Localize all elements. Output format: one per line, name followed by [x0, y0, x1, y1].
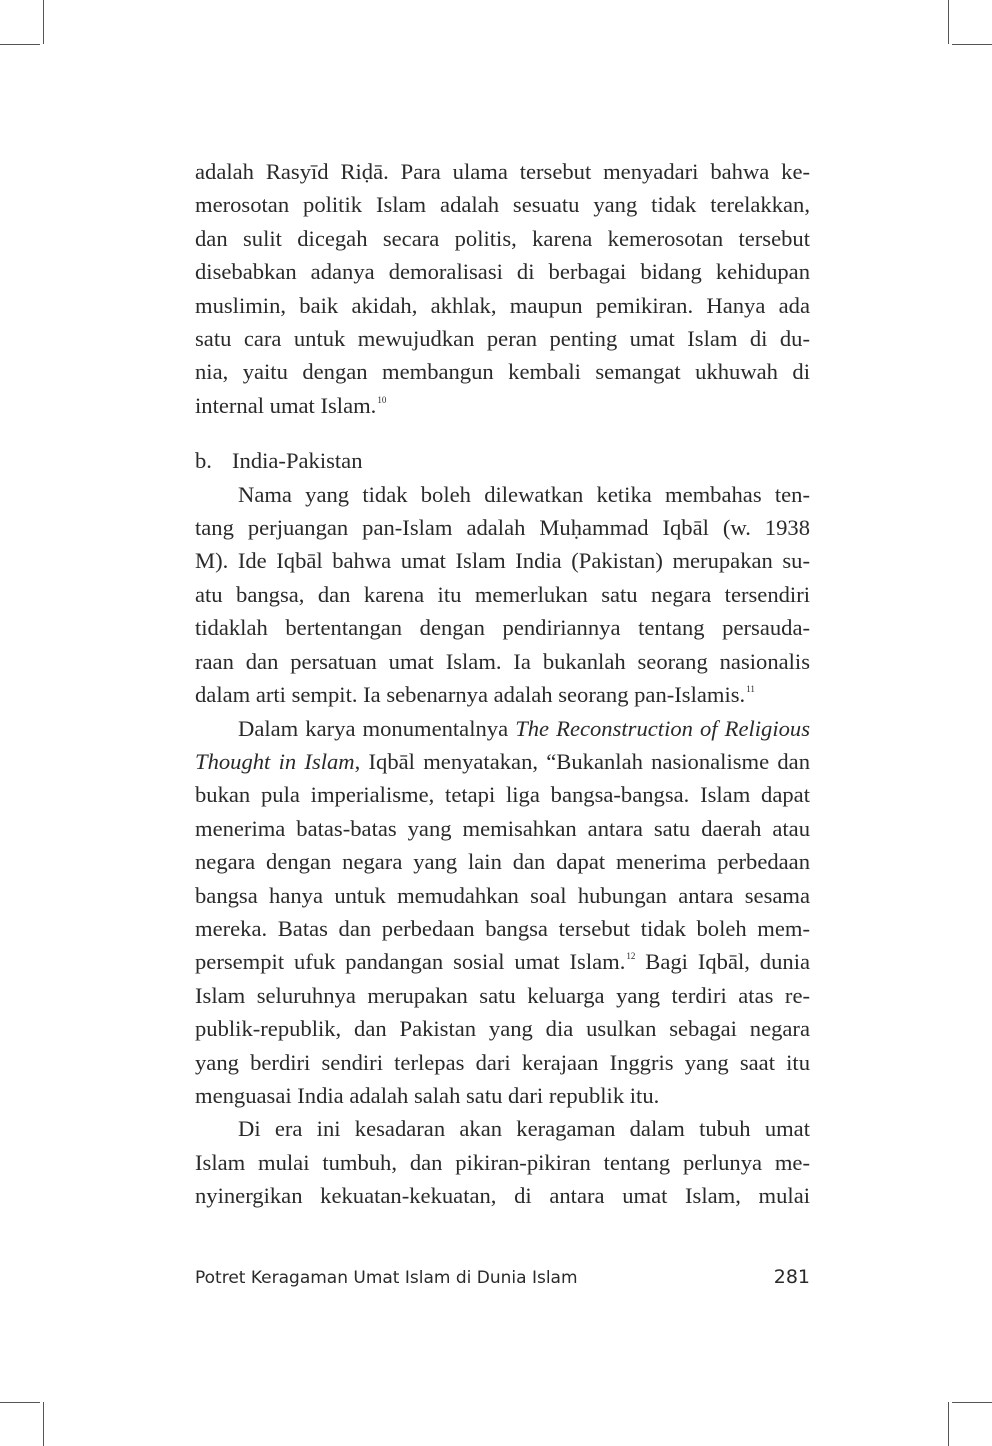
text-line: nia, yaitu dengan membangun kembali semangat ukhuwah di [195, 359, 810, 385]
text-line: atu bangsa, dan karena itu memerlukan satu negara tersendiri [195, 581, 810, 607]
text-line: menguasai India adalah salah satu dari republik itu. [195, 1082, 660, 1108]
text-line [195, 745, 810, 778]
section-title: India-Pakistan [232, 448, 363, 474]
crop-mark-bottom-right-vertical [948, 1402, 949, 1446]
text-line-content: internal umat Islam. [195, 392, 377, 418]
text-line [195, 712, 810, 745]
text-line: bangsa hanya untuk memudahkan soal hubungan antara sesama [195, 882, 810, 908]
text-line: adalah Rasyīd Riḍā. Para ulama tersebut menyadari bahwa ke- [195, 159, 810, 184]
text-line: dan sulit dicegah secara politis, karena kemerosotan tersebut [195, 225, 810, 251]
paragraph-3 [195, 712, 810, 1113]
text-line: raan dan persatuan umat Islam. Ia bukanlah seorang nasionalis [195, 648, 810, 674]
text-line: Islam mulai tumbuh, dan pikiran-pikiran tentang perlunya me- [195, 1149, 810, 1175]
text-line-content: Bagi Iqbāl, dunia [635, 949, 810, 975]
book-title: The Reconstruction of Religious [515, 715, 810, 741]
text-line-content: persempit ufuk pandangan sosial umat Islam. [195, 949, 626, 975]
text-line: publik-republik, dan Pakistan yang dia usulkan sebagai negara [195, 1016, 810, 1042]
crop-mark-top-left-vertical [43, 0, 44, 44]
text-line: muslimin, baik akidah, akhlak, maupun pemikiran. Hanya ada [195, 292, 810, 318]
footnote-ref-10[interactable]: 10 [377, 394, 387, 405]
text-line: Di era ini kesadaran akan keragaman dalam tubuh umat [238, 1116, 810, 1142]
paragraph-1 [195, 155, 810, 422]
text-line-content: Dalam karya monumentalnya [238, 715, 516, 741]
text-line [195, 389, 810, 422]
paragraph-4 [195, 1112, 810, 1212]
text-line-content: dalam arti sempit. Ia sebenarnya adalah seorang pan-Islamis. [195, 682, 746, 708]
text-line: merosotan politik Islam adalah sesuatu yang tidak terelakkan, [195, 192, 810, 218]
footnote-ref-12[interactable]: 12 [626, 951, 636, 962]
text-line: tang perjuangan pan-Islam adalah Muḥammad Iqbāl (w. 1938 [195, 515, 810, 541]
text-line: menerima batas-batas yang memisahkan antara satu daerah atau [195, 815, 810, 841]
footnote-ref-11[interactable]: 11 [746, 684, 755, 695]
section-marker: b. [195, 448, 212, 474]
text-line: negara dengan negara yang lain dan dapat menerima perbedaan [195, 849, 810, 875]
text-line: M). Ide Iqbāl bahwa umat Islam India (Pakistan) merupakan su- [195, 548, 810, 574]
crop-mark-bottom-left-horizontal [0, 1402, 40, 1403]
page-number: 281 [773, 1266, 810, 1288]
section-heading [195, 444, 810, 477]
crop-mark-bottom-left-vertical [43, 1402, 44, 1446]
crop-mark-bottom-right-horizontal [952, 1402, 992, 1403]
text-line: nyinergikan kekuatan-kekuatan, di antara umat Islam, mulai [195, 1183, 810, 1209]
text-line: bukan pula imperialisme, tetapi liga bangsa-bangsa. Islam dapat [195, 782, 810, 808]
text-line [195, 945, 810, 978]
crop-mark-top-right-vertical [948, 0, 949, 44]
page-footer [195, 1266, 810, 1288]
text-line: mereka. Batas dan perbedaan bangsa tersebut tidak boleh mem- [195, 915, 810, 941]
paragraph-2 [195, 478, 810, 712]
text-line: tidaklah bertentangan dengan pendiriannya tentang persauda- [195, 615, 810, 641]
text-line: Nama yang tidak boleh dilewatkan ketika membahas ten- [238, 481, 810, 507]
crop-mark-top-left-horizontal [0, 44, 40, 45]
page-body [195, 155, 810, 1213]
running-title: Potret Keragaman Umat Islam di Dunia Islam [195, 1268, 578, 1288]
text-line: Islam seluruhnya merupakan satu keluarga yang terdiri atas re- [195, 982, 810, 1008]
text-line-content: , Iqbāl menyatakan, “Bukanlah nasionalisme dan [354, 748, 810, 774]
text-line: disebabkan adanya demoralisasi di berbagai bidang kehidupan [195, 259, 810, 285]
text-line: yang berdiri sendiri terlepas dari kerajaan Inggris yang saat itu [195, 1049, 810, 1075]
text-line [195, 678, 810, 711]
text-line: satu cara untuk mewujudkan peran penting umat Islam di du- [195, 326, 810, 352]
crop-mark-top-right-horizontal [952, 44, 992, 45]
book-title: Thought in Islam [195, 748, 355, 774]
